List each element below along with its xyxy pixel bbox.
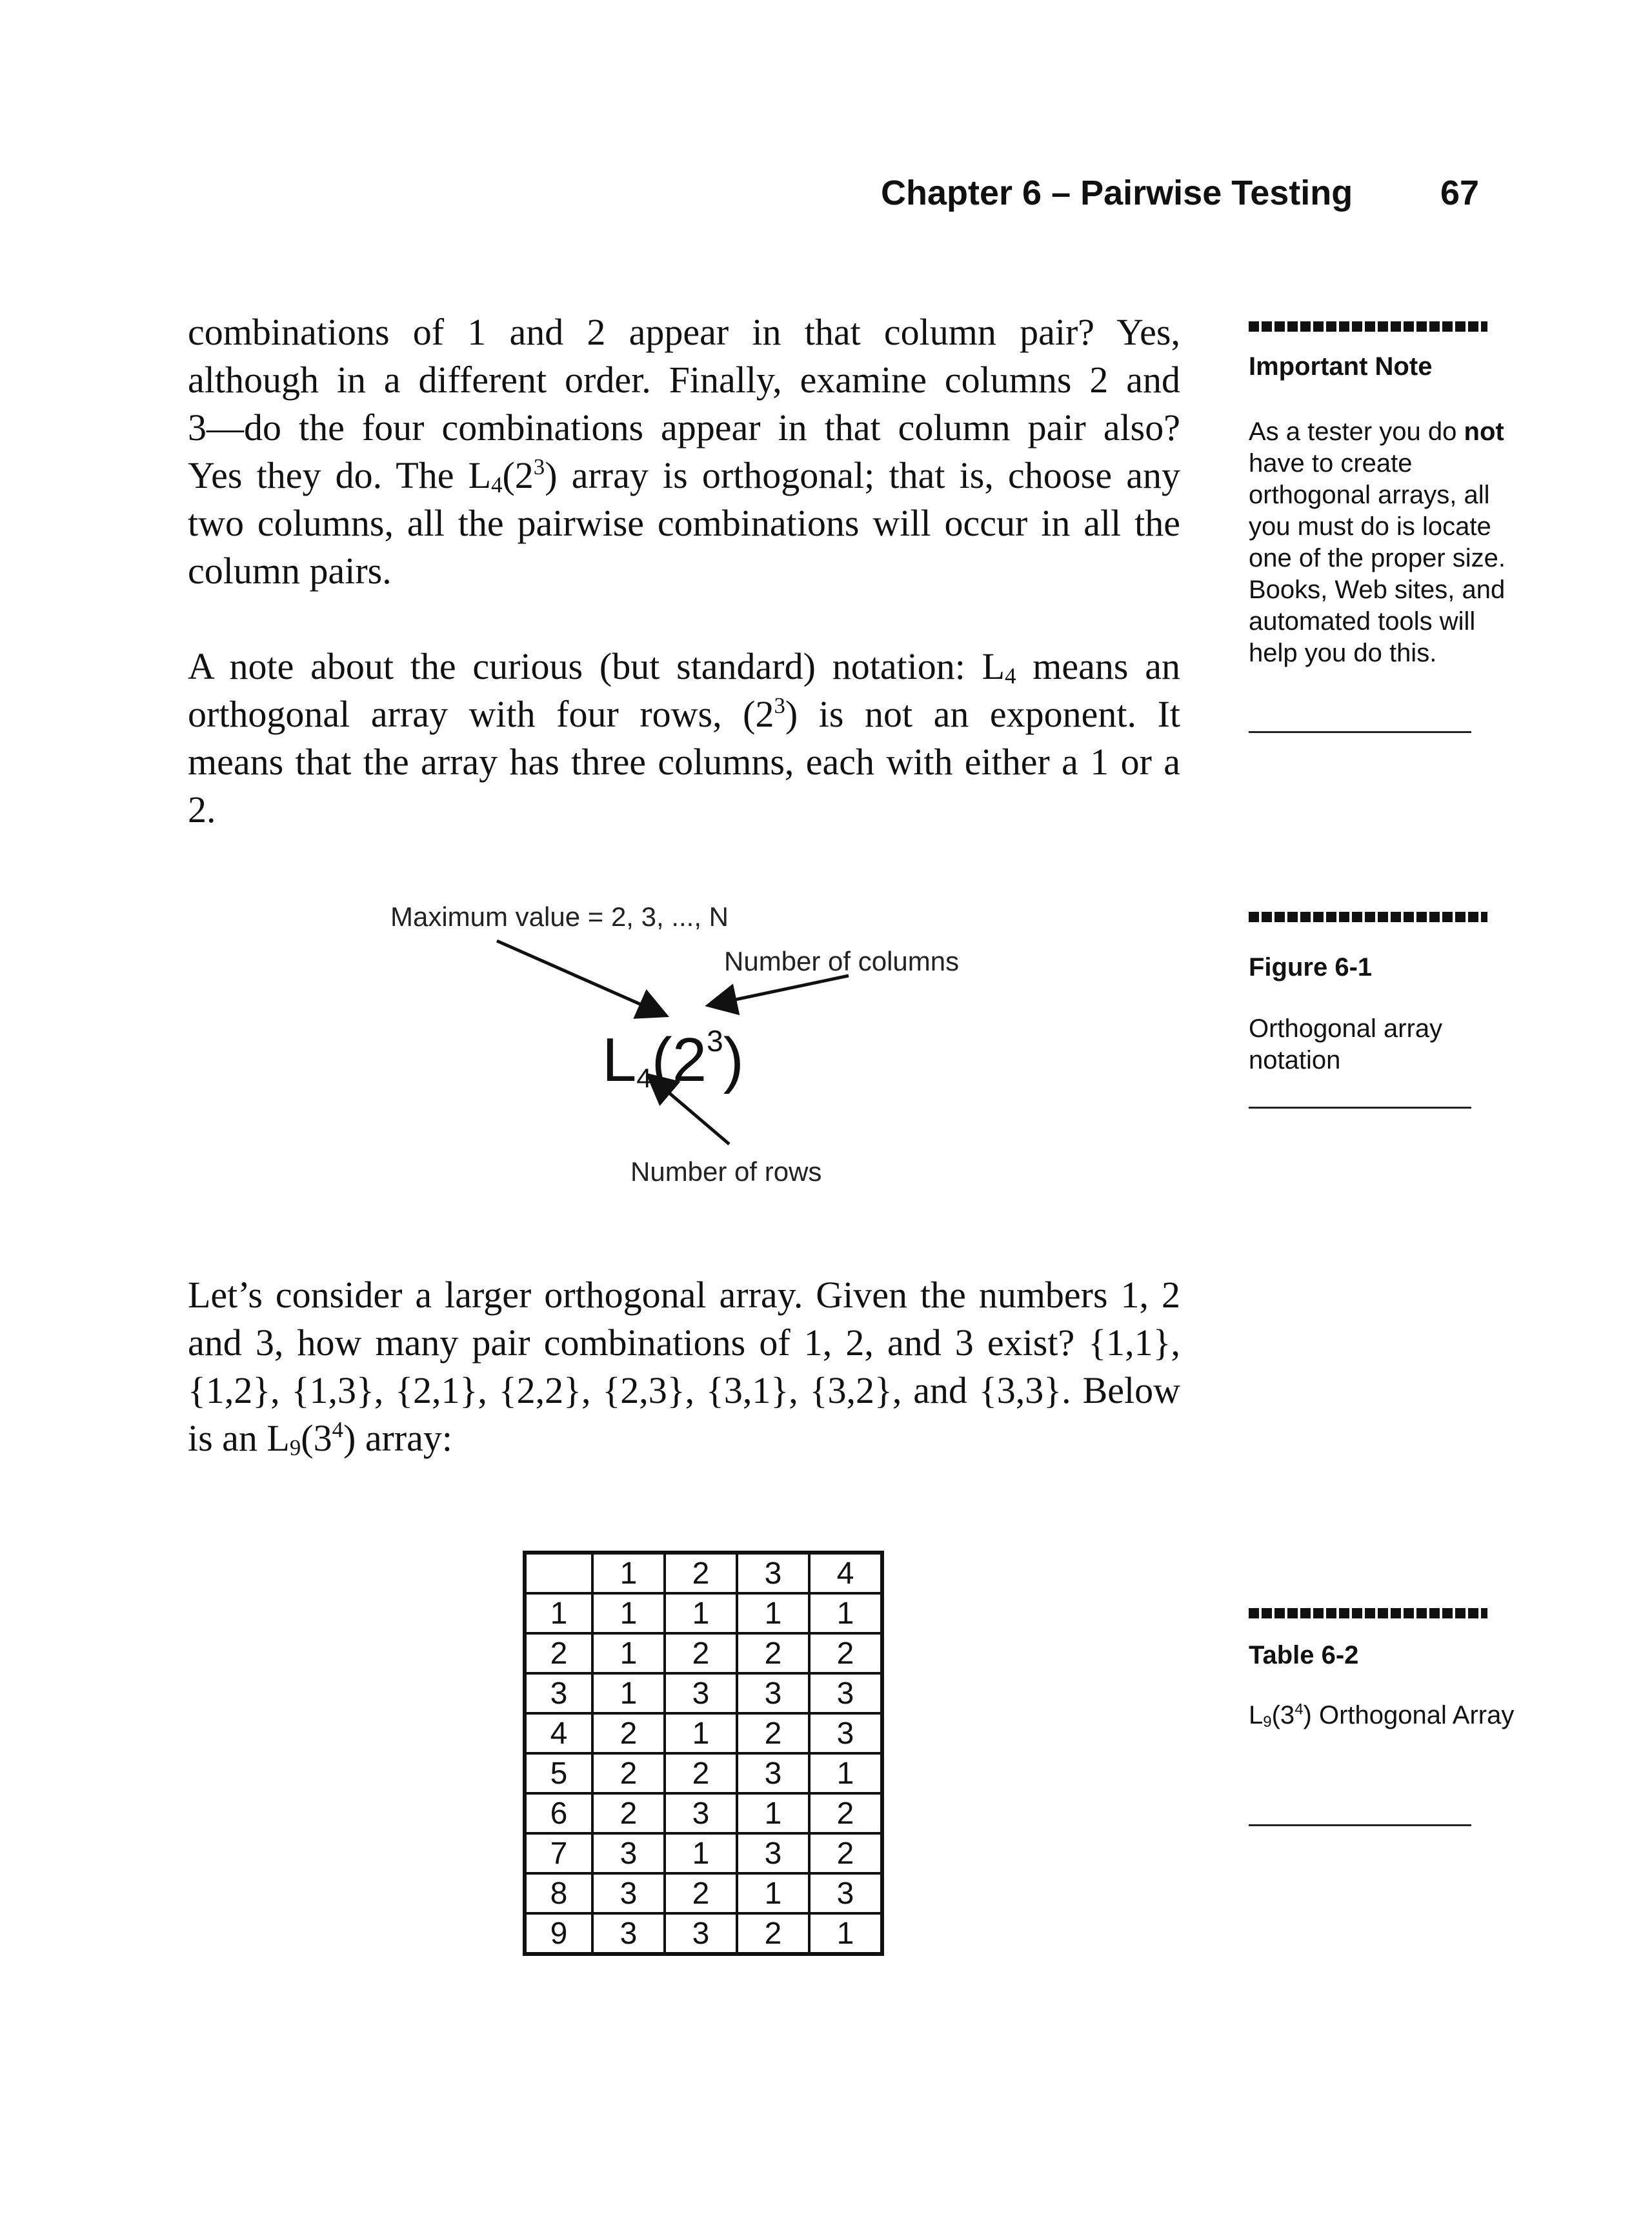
paragraph-2-line: means that the array has three columns, each with either a 1 or a <box>188 741 1180 783</box>
paragraph-1-line: 3—do the four combinations appear in that column pair also? <box>188 407 1180 448</box>
table-row <box>525 1913 882 1954</box>
sidebar-figure-caption: Orthogonal array notation <box>1249 1014 1443 1074</box>
table-cell: 3 <box>737 1753 809 1793</box>
table-cell: 1 <box>737 1793 809 1833</box>
paragraph-1-line: combinations of 1 and 2 appear in that column pair? Yes, <box>188 311 1180 353</box>
table-cell: 1 <box>592 1593 665 1633</box>
table-row <box>525 1753 882 1793</box>
sidebar-note-bar <box>1249 321 1487 332</box>
table-cell: 1 <box>665 1833 737 1873</box>
table-cell: 1 <box>592 1673 665 1713</box>
table-cell: 1 <box>809 1753 882 1793</box>
table-cell: 3 <box>809 1673 882 1713</box>
table-cell: 2 <box>737 1913 809 1954</box>
paragraph-1-line: although in a different order. Finally, examine columns 2 and <box>188 359 1180 401</box>
paragraph-3-line: Let’s consider a larger orthogonal array. Given the numbers 1, 2 <box>188 1274 1180 1316</box>
table-cell: 1 <box>665 1593 737 1633</box>
paragraph-1-line: two columns, all the pairwise combinations will occur in all the <box>188 502 1180 544</box>
table-cell: 2 <box>737 1713 809 1753</box>
arrow-max-value <box>497 941 663 1014</box>
table-cell: 1 <box>665 1713 737 1753</box>
table-cell: 2 <box>665 1753 737 1793</box>
table-cell: 2 <box>592 1793 665 1833</box>
sidebar-note-rule <box>1249 731 1471 733</box>
table-row <box>525 1793 882 1833</box>
table-cell: 2 <box>592 1753 665 1793</box>
table-row-label: 1 <box>525 1593 592 1633</box>
table-cell: 1 <box>809 1593 882 1633</box>
table-cell: 3 <box>665 1793 737 1833</box>
table-row <box>525 1833 882 1873</box>
sidebar-table-heading: Table 6-2 <box>1249 1641 1359 1669</box>
sidebar-table-caption: $L_9(3^4)$ Orthogonal Array <box>1249 1700 1515 1731</box>
table-row <box>525 1873 882 1913</box>
table-cell: 3 <box>737 1673 809 1713</box>
sidebar-figure-rule <box>1249 1107 1471 1109</box>
table-cell: 2 <box>592 1713 665 1753</box>
table-cell: 3 <box>592 1913 665 1954</box>
table-row-label: 5 <box>525 1753 592 1793</box>
table-row-label: 8 <box>525 1873 592 1913</box>
table-row <box>525 1713 882 1753</box>
table-cell: 3 <box>737 1833 809 1873</box>
table-cell: 2 <box>737 1633 809 1673</box>
notation-symbol: $L4(2^3)$ <box>602 1024 744 1094</box>
paragraph-3-line: is an $L_9(3^4)$ array: <box>188 1417 453 1460</box>
sidebar-figure-bar <box>1249 912 1487 922</box>
table-cell: 2 <box>809 1833 882 1873</box>
arrow-rows <box>650 1077 729 1144</box>
figure-label-rows: Number of rows <box>630 1156 822 1187</box>
paragraph-2-line: 2. <box>188 789 216 831</box>
table-cell: 3 <box>665 1673 737 1713</box>
table-cell: 2 <box>665 1633 737 1673</box>
paragraph-2-line: orthogonal array with four rows, $(2^3)$ is not an exponent. It <box>188 693 1180 735</box>
sidebar-note-heading: Important Note <box>1249 352 1433 381</box>
table-row-label: 2 <box>525 1633 592 1673</box>
table-cell: 2 <box>665 1873 737 1913</box>
page-number: 67 <box>1440 174 1480 212</box>
sidebar-figure-heading: Figure 6-1 <box>1249 953 1373 982</box>
table-header-cell: 1 <box>592 1553 665 1593</box>
table-header-cell <box>525 1553 592 1593</box>
table-cell: 3 <box>809 1873 882 1913</box>
table-cell: 3 <box>592 1833 665 1873</box>
table-header-cell: 4 <box>809 1553 882 1593</box>
table-cell: 3 <box>665 1913 737 1954</box>
sidebar-table-bar <box>1249 1608 1487 1618</box>
paragraph-3-line: {1,2}, {1,3}, {2,1}, {2,2}, {2,3}, {3,1}, {3,2}, and {3,3}. Below <box>188 1369 1180 1411</box>
table-row <box>525 1593 882 1633</box>
table-header-cell: 2 <box>665 1553 737 1593</box>
sidebar-note-text: As a tester you do not have to create orthogonal arrays, all you must do is locate one of the proper size. Books, Web sites, and automated tools will help you do this. <box>1249 418 1506 667</box>
paragraph-3 <box>188 1271 1180 1462</box>
paragraph-1-line: column pairs. <box>188 550 392 592</box>
table-header-row <box>525 1553 882 1593</box>
paragraph-3-line: and 3, how many pair combinations of 1, 2, and 3 exist? {1,1}, <box>188 1322 1180 1364</box>
table-cell: 3 <box>592 1873 665 1913</box>
table-row <box>525 1633 882 1673</box>
table-cell: 1 <box>737 1873 809 1913</box>
figure-label-max-value: Maximum value = 2, 3, ..., N <box>390 901 729 932</box>
table-row-label: 4 <box>525 1713 592 1753</box>
table-row-label: 7 <box>525 1833 592 1873</box>
arrow-columns <box>711 976 849 1005</box>
table-cell: 1 <box>737 1593 809 1633</box>
table-row-label: 6 <box>525 1793 592 1833</box>
paragraph-1-line: Yes they do. The $L_4(2^3)$ array is orthogonal; that is, choose any <box>188 454 1180 498</box>
table-cell: 1 <box>809 1913 882 1954</box>
table-row-label: 3 <box>525 1673 592 1713</box>
paragraph-2-line: A note about the curious (but standard) notation: $L_4$ means an <box>188 645 1180 689</box>
sidebar-table-rule <box>1249 1824 1471 1826</box>
table-row-label: 9 <box>525 1913 592 1954</box>
table-cell: 2 <box>809 1633 882 1673</box>
table-row <box>525 1673 882 1713</box>
orthogonal-array-table <box>523 1551 884 1956</box>
table-header-cell: 3 <box>737 1553 809 1593</box>
table-cell: 2 <box>809 1793 882 1833</box>
table-cell: 3 <box>809 1713 882 1753</box>
table-cell: 1 <box>592 1633 665 1673</box>
chapter-title: Chapter 6 – Pairwise Testing <box>881 174 1353 212</box>
figure-label-columns: Number of columns <box>724 946 960 976</box>
